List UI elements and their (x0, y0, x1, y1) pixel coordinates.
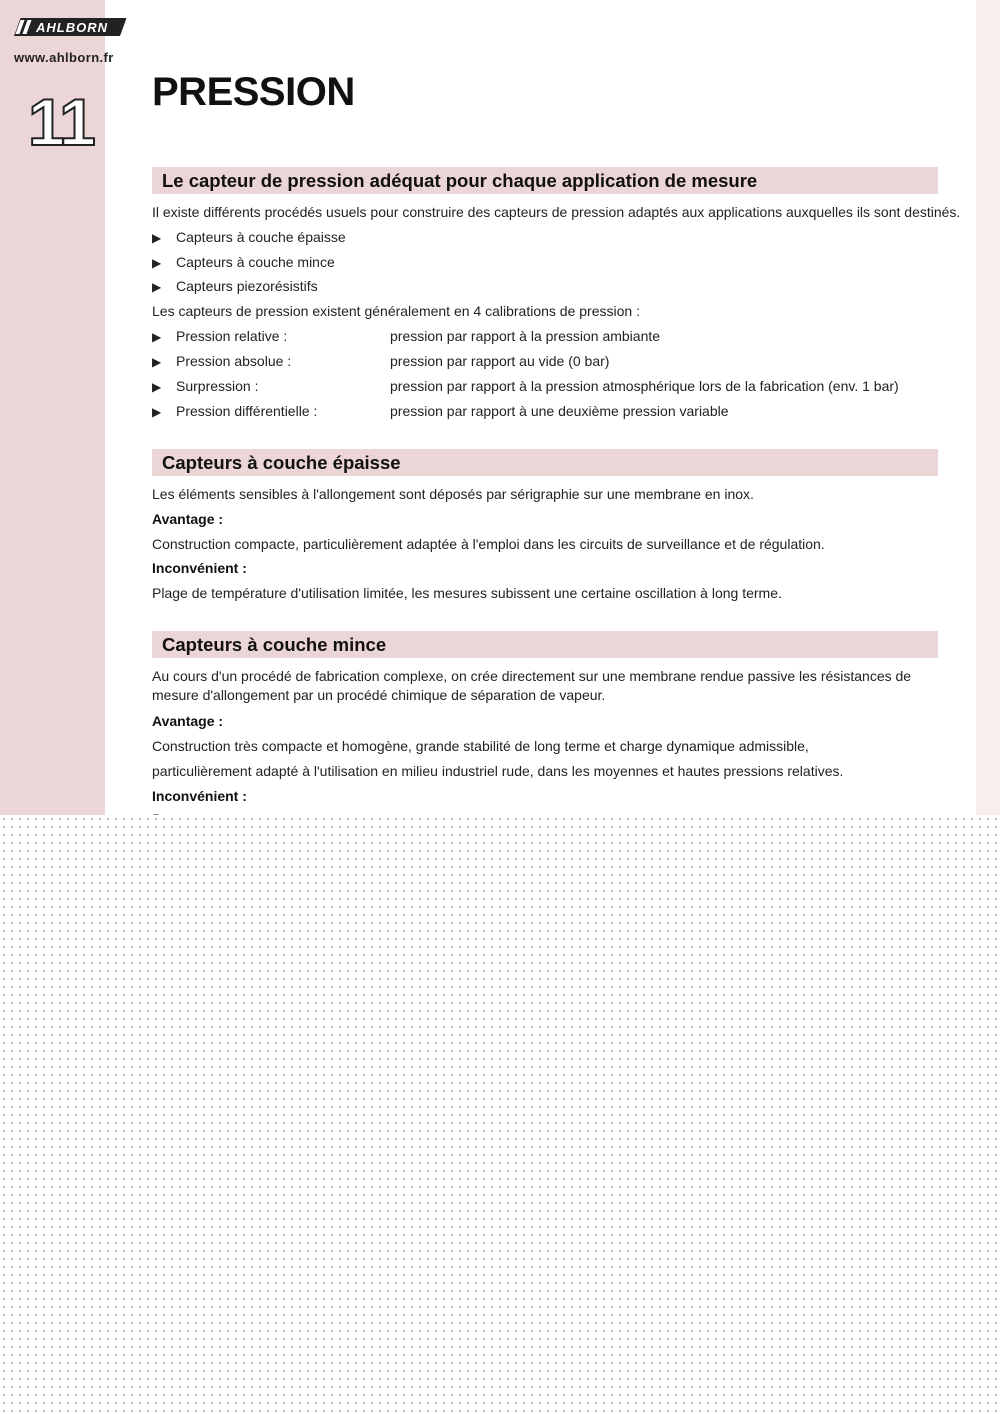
list-item: ▶ Capteurs piezorésistifs (152, 278, 318, 294)
section-heading-capteur-adequat: Le capteur de pression adéquat pour chaque application de mesure (152, 167, 938, 194)
right-triangle-icon: ▶ (152, 256, 162, 270)
calibration-row: ▶ Pression absolue : pression par rapport au vide (0 bar) (152, 353, 610, 369)
calibration-row: ▶ Pression relative : pression par rapport à la pression ambiante (152, 328, 661, 344)
disadvantage-text: Plage de température d'utilisation limitée, les mesures subissent une certaine oscillation à long terme. (152, 585, 782, 601)
right-triangle-icon: ▶ (152, 355, 162, 369)
advantage-text: Construction compacte, particulièrement adaptée à l'emploi dans les circuits de surveillance et de régulation. (152, 536, 825, 552)
calibration-row: ▶ Surpression : pression par rapport à la pression atmosphérique lors de la fabrication (env. 1 bar) (152, 378, 899, 394)
section3-text: Au cours d'un procédé de fabrication complexe, on crée directement sur une membrane rendue passive les résistances de mesure d'allongement par un procédé chimique de séparation de vapeur. (152, 668, 912, 703)
page-title: PRESSION (152, 70, 355, 114)
website-url: www.ahlborn.fr (14, 50, 114, 65)
calibration-intro: Les capteurs de pression existent généralement en 4 calibrations de pression : (152, 303, 640, 319)
list-item: ▶ Capteurs à couche épaisse (152, 229, 346, 245)
ahlborn-logo (14, 18, 120, 36)
calibration-row: ▶ Pression différentielle : pression par rapport à une deuxième pression variable (152, 403, 729, 419)
section-heading-couche-mince: Capteurs à couche mince (152, 631, 938, 658)
advantage-label: Avantage : (152, 511, 224, 527)
advantage-text-line2: particulièrement adapté à l'utilisation en milieu industriel rude, dans les moyennes et hautes pressions relatives. (152, 763, 844, 779)
unloaded-area-pattern (0, 815, 1000, 1414)
section1-intro: Il existe différents procédés usuels pour construire des capteurs de pression adaptés aux applications auxquelles ils sont destinés. (152, 204, 961, 220)
advantage-text-line1: Construction très compacte et homogène, grande stabilité de long terme et charge dynamique admissible, (152, 738, 809, 754)
right-triangle-icon: ▶ (152, 280, 162, 294)
right-triangle-icon: ▶ (152, 330, 162, 344)
logo-text: AHLBORN (36, 20, 108, 35)
chapter-number: 11 (28, 85, 94, 159)
advantage-label: Avantage : (152, 713, 224, 729)
disadvantage-label: Inconvénient : (152, 788, 247, 804)
disadvantage-label: Inconvénient : (152, 560, 247, 576)
right-triangle-icon: ▶ (152, 231, 162, 245)
right-triangle-icon: ▶ (152, 380, 162, 394)
right-triangle-icon: ▶ (152, 405, 162, 419)
section2-text: Les éléments sensibles à l'allongement sont déposés par sérigraphie sur une membrane en inox. (152, 486, 754, 502)
list-item: ▶ Capteurs à couche mince (152, 254, 335, 270)
right-margin-strip (976, 0, 1000, 830)
section-heading-couche-epaisse: Capteurs à couche épaisse (152, 449, 938, 476)
